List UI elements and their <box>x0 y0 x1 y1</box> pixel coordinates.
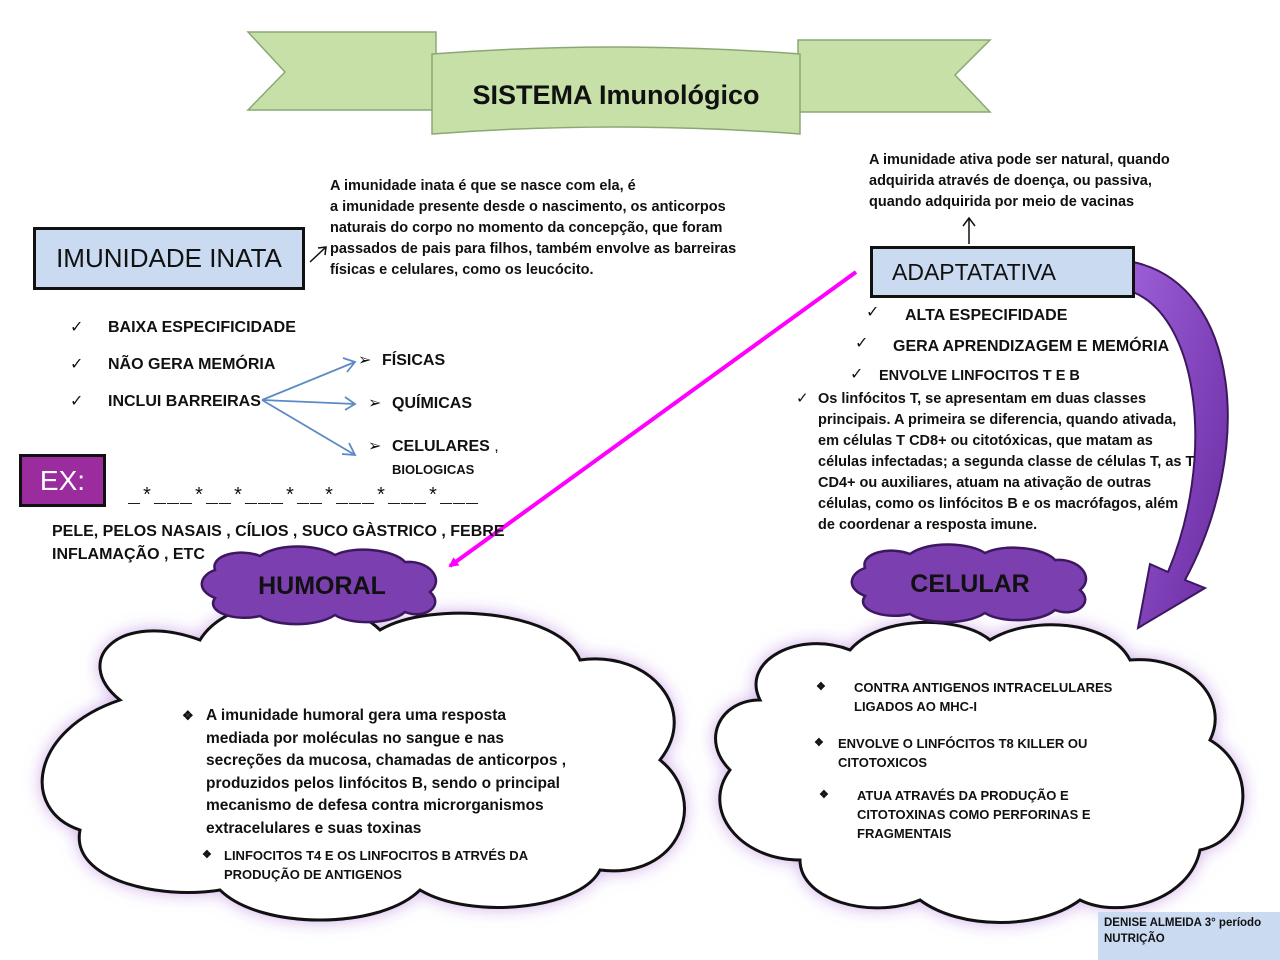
check-icon: ✓ <box>850 366 864 383</box>
author-course: NUTRIÇÃO <box>1104 933 1165 945</box>
check-icon: ✓ <box>796 390 809 407</box>
ex-box <box>19 454 106 507</box>
celular-label: CELULAR <box>910 570 1030 598</box>
humoral-point-2: ❖ LINFOCITOS T4 E OS LINFOCITOS B ATRVÉS DA PRODUÇÃO DE ANTIGENOS <box>202 848 529 882</box>
inata-description: A imunidade inata é que se nasce com ela, é a imunidade presente desde o nascimento, os anticorpos naturais do corpo no momento da concepção, que foram passados de pais para filhos, também envolve as barreiras físicas e celulares, como os leucócito. <box>330 178 737 278</box>
arrow-bullet-icon: ➢ <box>368 395 382 412</box>
imunidade-inata-label: IMUNIDADE INATA <box>56 243 282 273</box>
diamond-bullet-icon: ❖ <box>182 708 194 723</box>
imunidade-inata-box <box>33 227 305 290</box>
adaptativa-to-humoral-arrow <box>450 272 856 566</box>
humoral-point-1: ❖ A imunidade humoral gera uma resposta mediada por moléculas no sangue e nas secreções da mucosa, chamadas de anticorpos , produzidos pelos linfócitos B, sendo o principal mecanismo de defesa contra microrganismos extracelulares e suas toxinas <box>182 707 567 837</box>
celular-point-2: ❖ ENVOLVE O LINFÓCITOS T8 KILLER OU CITOTOXICOS <box>814 736 1088 770</box>
lymphocytes-paragraph: Os linfócitos T, se apresentam em duas classes principais. A primeira se diferencia, quando ativada, em células T CD8+ ou citotóxicas, que matam as células infectadas; a segunda classe de células T, as T CD4+ ou auxiliares, atuam na ativação de outras células, como os linfócitos B e os macrófagos, além de coordenar a resposta imune. <box>818 391 1195 533</box>
adaptativa-trait: GERA APRENDIZAGEM E MEMÓRIA <box>893 338 1170 355</box>
adaptativa-label: ADAPTATATIVA <box>892 258 1056 285</box>
inata-trait: ✓ INCLUI BARREIRAS <box>108 390 296 427</box>
page-title: SISTEMA Imunológico <box>472 80 760 110</box>
adaptativa-box <box>870 246 1135 298</box>
arrow-bullet-icon: ➢ <box>368 438 382 455</box>
diamond-bullet-icon: ❖ <box>814 737 824 749</box>
humoral-label: HUMORAL <box>258 572 386 600</box>
adaptativa-description: A imunidade ativa pode ser natural, quando adquirida através de doença, ou passiva, quando adquirida por meio de vacinas <box>869 152 1170 210</box>
check-icon: ✓ <box>866 304 880 321</box>
author-name: DENISE ALMEIDA 3° período <box>1104 917 1262 929</box>
celular-cloud <box>716 622 1243 922</box>
diamond-bullet-icon: ❖ <box>819 789 829 801</box>
inata-trait: ✓ NÃO GERA MEMÓRIA <box>108 353 296 390</box>
barrier-fisicas: ➢ FÍSICAS <box>382 349 445 372</box>
diamond-bullet-icon: ❖ <box>202 849 212 861</box>
celular-point-3: ❖ ATUA ATRAVÉS DA PRODUÇÃO E CITOTOXINAS COMO PERFORINAS E FRAGMENTAIS <box>819 788 1091 841</box>
arrow-bullet-icon: ➢ <box>358 352 372 369</box>
barrier-biologicas: BIOLOGICAS <box>392 462 475 477</box>
inata-trait: ✓ BAIXA ESPECIFICIDADE <box>108 316 296 353</box>
ex-label: EX: <box>39 464 86 496</box>
adaptativa-trait: ENVOLVE LINFOCITOS T E B <box>879 368 1080 384</box>
examples-text: PELE, PELOS NASAIS , CÍLIOS , SUCO GÀSTRICO , FEBRE INFLAMAÇÃO , ETC <box>52 523 505 563</box>
barrier-quimicas: ➢ QUÍMICAS <box>392 392 472 415</box>
celular-point-1: ❖ CONTRA ANTIGENOS INTRACELULARES LIGADOS AO MHC-I <box>816 680 1113 714</box>
barrier-celulares: ➢ CELULARES , BIOLOGICAS <box>392 435 499 479</box>
diamond-bullet-icon: ❖ <box>816 681 826 693</box>
check-icon: ✓ <box>855 335 869 352</box>
author-box <box>1098 912 1280 960</box>
adaptativa-trait: ALTA ESPECIFIDADE <box>905 307 1068 324</box>
separator-line: _*___*__*___*__*___*___*___ <box>128 486 480 509</box>
inata-trait-list <box>108 316 296 427</box>
